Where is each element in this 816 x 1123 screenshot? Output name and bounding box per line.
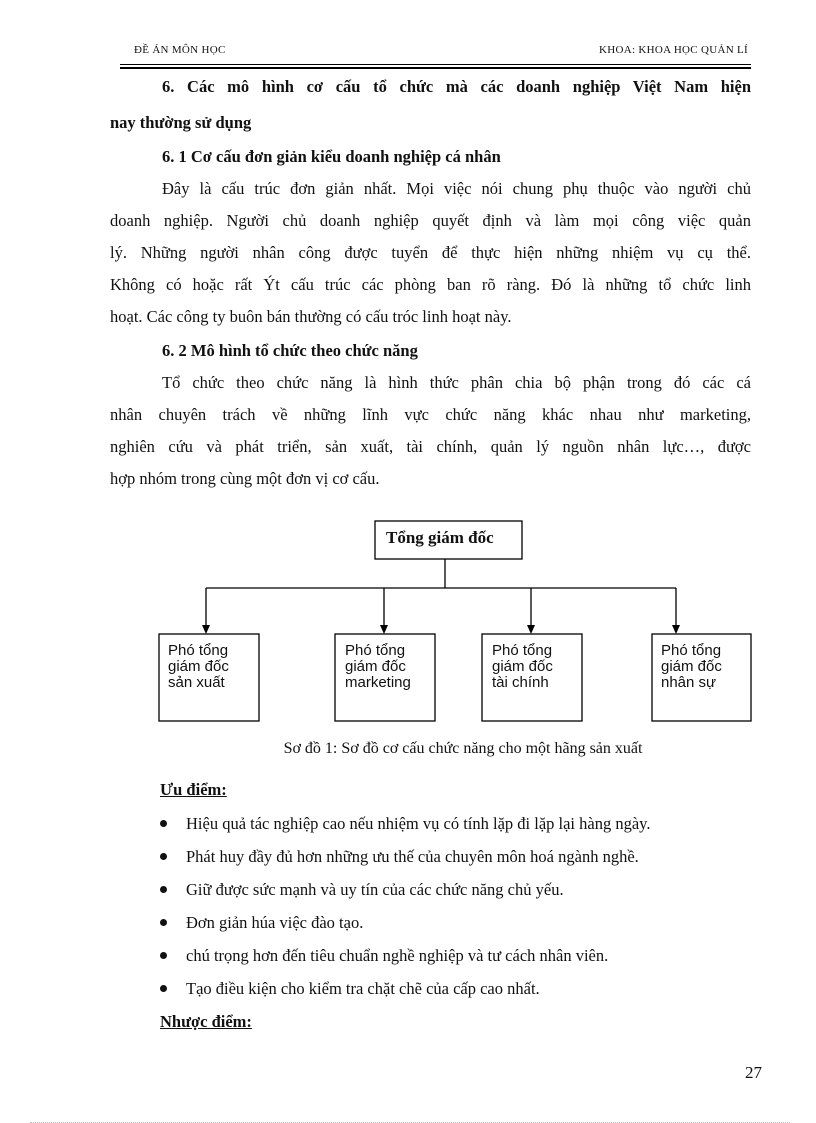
box-label-finance: Phó tổng giám đốc tài chính [492, 642, 553, 691]
bullet-dot-icon [160, 853, 167, 860]
connector-arrow [202, 588, 210, 634]
paragraph-line: lý. Những người nhân công được tuyển để thực hiện những nhiệm vụ cụ thể. [110, 243, 751, 262]
box-label-production: Phó tổng giám đốc sản xuất [168, 642, 229, 691]
paragraph-line: hợp nhóm trong cùng một đơn vị cơ cấu. [110, 469, 380, 488]
paragraph-line: Đây là cấu trúc đơn giản nhất. Mọi việc nói chung phụ thuộc vào người chủ [162, 179, 751, 198]
advantages-title: Ưu điểm: [160, 780, 227, 799]
connector-arrow [527, 588, 535, 634]
org-chart-diagram [150, 515, 760, 735]
bullet-dot-icon [160, 985, 167, 992]
paragraph-line: doanh nghiệp. Người chủ doanh nghiệp quyết định và làm mọi công việc quản [110, 211, 751, 230]
header-faculty: KHOA: KHOA HỌC QUẢN LÍ [599, 44, 748, 56]
header-course-title: ĐỀ ÁN MÔN HỌC [134, 44, 226, 56]
heading-line-2: nay thường sử dụng [110, 113, 252, 132]
page-header [120, 44, 750, 62]
diagram-caption: Sơ đồ 1: Sơ đồ cơ cấu chức năng cho một hãng sản xuất [283, 740, 643, 757]
diagram-caption-row [0, 740, 816, 758]
list-item-text: Hiệu quả tác nghiệp cao nếu nhiệm vụ có tính lặp đi lặp lại hàng ngày. [186, 814, 651, 833]
list-item-text: chú trọng hơn đến tiêu chuẩn nghề nghiệp và tư cách nhân viên. [186, 946, 609, 965]
paragraph-line: nghiên cứu và phát triển, sản xuất, tài chính, quản lý nguồn nhân lực…, được [110, 437, 751, 456]
paragraph-line: Tổ chức theo chức năng là hình thức phân chia bộ phận trong đó các cá [162, 373, 751, 392]
paragraph-line: Không có hoặc rất Ýt cấu trúc các phòng ban rõ ràng. Đó là những tổ chức linh [110, 275, 751, 294]
top-box-label: Tổng giám đốc [386, 528, 494, 547]
header-rule-thin [120, 64, 751, 65]
box-label-hr: Phó tổng giám đốc nhân sự [661, 642, 722, 691]
section-6-2-title: 6. 2 Mô hình tổ chức theo chức năng [162, 341, 418, 360]
section-6-1-title: 6. 1 Cơ cấu đơn giản kiểu doanh nghiệp cá nhân [162, 147, 501, 166]
list-item-text: Giữ được sức mạnh và uy tín của các chức năng chủ yếu. [186, 880, 564, 899]
page-number: 27 [745, 1063, 762, 1082]
header-rule-thick [120, 67, 751, 69]
paragraph-line: nhân chuyên trách về những lĩnh vực chức năng khác nhau như marketing, [110, 405, 751, 424]
heading-line-1: 6. Các mô hình cơ cấu tổ chức mà các doanh nghiệp Việt Nam hiện [162, 77, 751, 96]
org-chart-lines [150, 515, 760, 735]
list-item-text: Đơn giản húa việc đào tạo. [186, 913, 364, 932]
bullet-dot-icon [160, 952, 167, 959]
box-label-marketing: Phó tổng giám đốc marketing [345, 642, 411, 691]
connector-arrow [380, 588, 388, 634]
connector-arrow [672, 588, 680, 634]
bullet-dot-icon [160, 820, 167, 827]
paragraph-line: hoạt. Các công ty buôn bán thường có cấu tróc linh hoạt này. [110, 307, 512, 326]
bullet-dot-icon [160, 886, 167, 893]
disadvantages-title: Nhược điểm: [160, 1012, 252, 1031]
bullet-dot-icon [160, 919, 167, 926]
list-item-text: Tạo điều kiện cho kiểm tra chặt chẽ của cấp cao nhất. [186, 979, 540, 998]
list-item-text: Phát huy đầy đủ hơn những ưu thế của chuyên môn hoá ngành nghề. [186, 847, 639, 866]
